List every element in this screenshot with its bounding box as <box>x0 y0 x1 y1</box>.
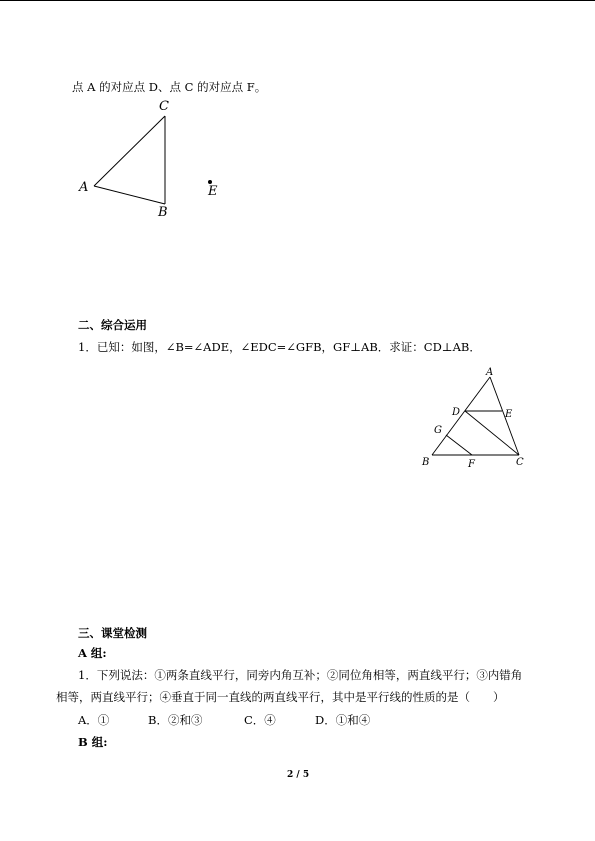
label-c: C <box>159 99 169 114</box>
option-b: B．②和③ <box>148 713 203 727</box>
group-a-label: A 组: <box>78 646 107 660</box>
option-a: A．① <box>78 713 110 727</box>
label-a: A <box>486 367 494 378</box>
section2-heading: 二、综合运用 <box>78 318 147 332</box>
option-d: D．①和④ <box>315 713 371 727</box>
group-b-label: B 组: <box>78 735 108 749</box>
label-a: A <box>79 180 89 195</box>
label-b: B <box>158 205 168 220</box>
label-b: B <box>422 457 430 468</box>
triangle-abc-figure <box>70 95 240 225</box>
page-number: 2 / 5 <box>287 770 310 780</box>
label-f: F <box>468 459 475 470</box>
side-ab <box>432 377 490 455</box>
triangle-proof-figure <box>415 362 535 472</box>
question1-line1: 1．下列说法：①两条直线平行，同旁内角互补；②同位角相等，两直线平行；③内错角 <box>78 668 523 682</box>
side-ac <box>94 116 165 186</box>
label-g: G <box>434 425 442 436</box>
section3-heading: 三、课堂检测 <box>78 626 147 640</box>
question1-line2: 相等，两直线平行；④垂直于同一直线的两直线平行，其中是平行线的性质的是（ ） <box>56 690 505 704</box>
label-d: D <box>452 407 461 418</box>
label-e: E <box>208 184 218 199</box>
label-e: E <box>505 409 513 420</box>
segment-gf <box>446 435 472 455</box>
page-top-rule <box>0 0 595 1</box>
section2-problem1: 1．已知：如图，∠B=∠ADE，∠EDC=∠GFB，GF⊥AB．求证：CD⊥AB． <box>78 340 481 354</box>
side-ab <box>94 186 165 204</box>
option-c: C．④ <box>244 713 276 727</box>
label-c: C <box>516 457 524 468</box>
intro-line: 点 A 的对应点 D、点 C 的对应点 F。 <box>72 80 267 94</box>
